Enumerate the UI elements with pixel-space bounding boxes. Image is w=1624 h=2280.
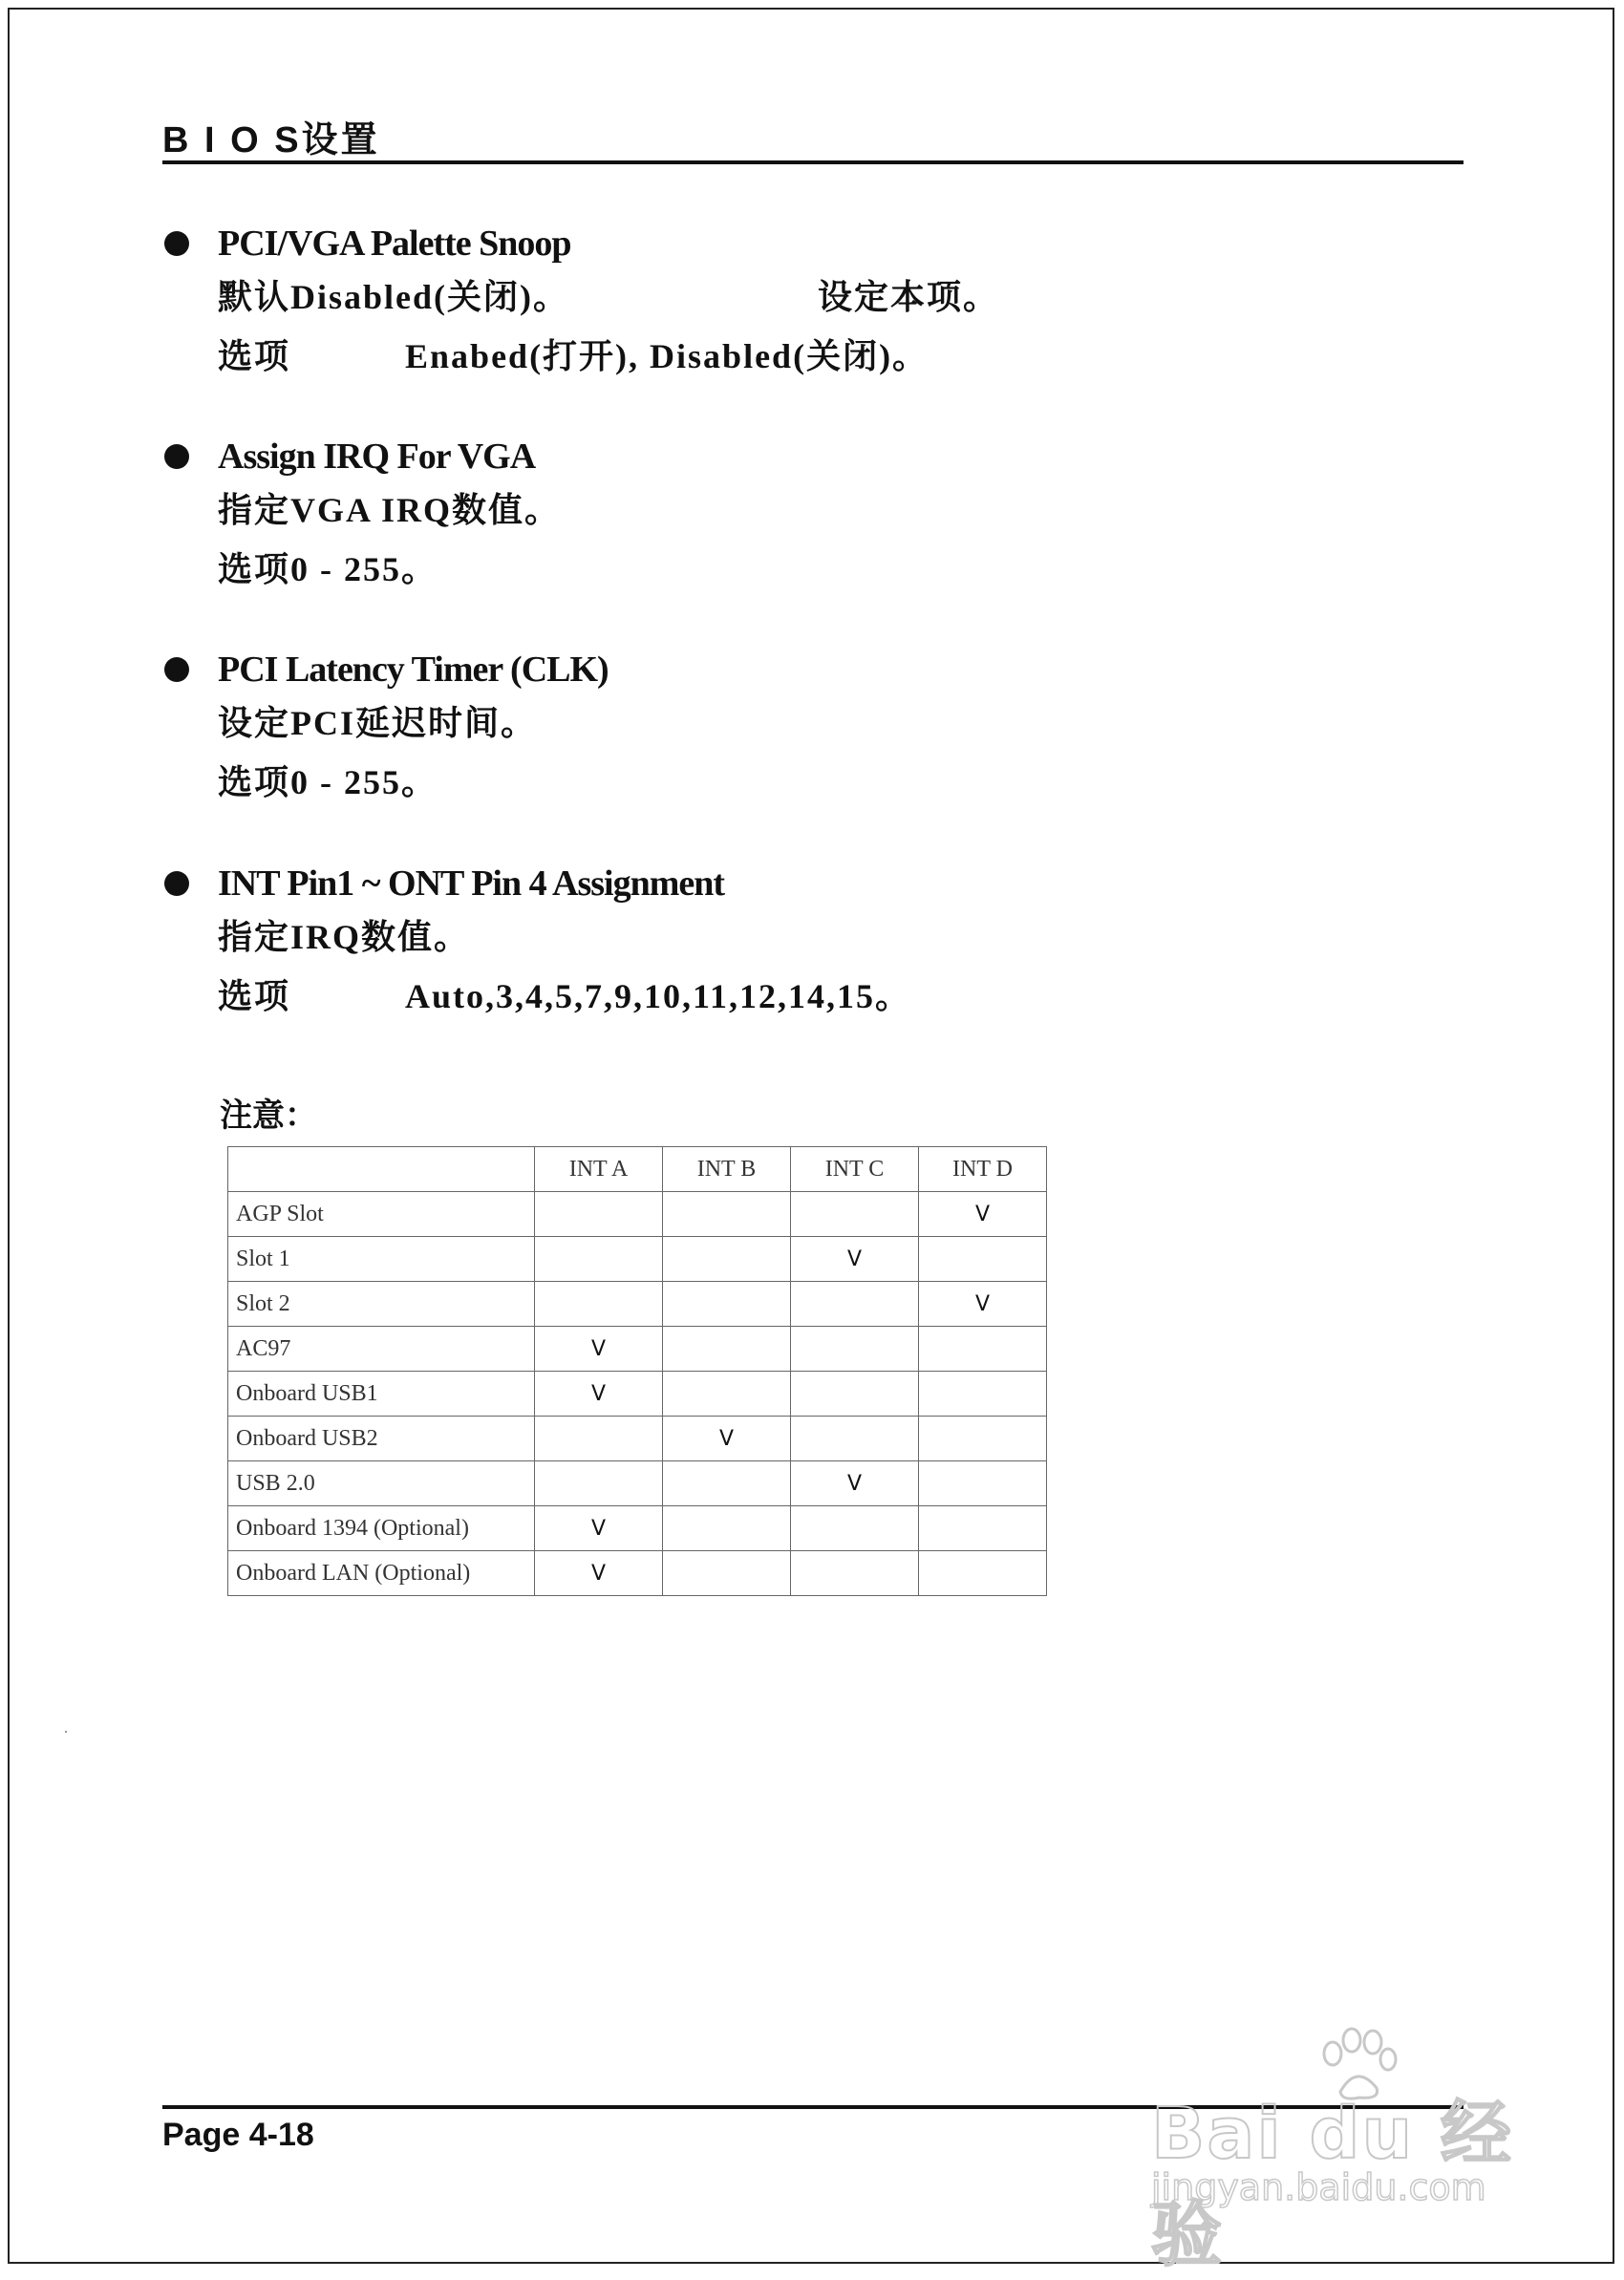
check-cell bbox=[535, 1192, 663, 1237]
check-cell bbox=[791, 1192, 919, 1237]
table-row bbox=[228, 1506, 1047, 1551]
note-label: 注意： bbox=[220, 1098, 317, 1134]
check-cell bbox=[791, 1327, 919, 1372]
watermark-url: jingyan.baidu.com bbox=[1151, 2166, 1486, 2208]
bullet-icon bbox=[164, 444, 189, 469]
bullet-icon bbox=[164, 657, 189, 682]
section-line: 设定PCI延迟时间。 bbox=[218, 704, 537, 742]
section-title: PCI Latency Timer (CLK) bbox=[162, 646, 609, 693]
section-int-pin-assignment bbox=[162, 860, 911, 1026]
table-header-cell: INT A bbox=[535, 1147, 663, 1192]
device-name-cell: Onboard 1394 (Optional) bbox=[228, 1506, 535, 1551]
check-cell: V bbox=[919, 1192, 1047, 1237]
check-cell: V bbox=[535, 1327, 663, 1372]
check-cell bbox=[919, 1327, 1047, 1372]
device-name-cell: Slot 2 bbox=[228, 1282, 535, 1327]
section-line: 指定IRQ数值。 bbox=[218, 918, 471, 956]
check-cell bbox=[535, 1417, 663, 1461]
table-row bbox=[228, 1282, 1047, 1327]
device-name-cell: Onboard USB2 bbox=[228, 1417, 535, 1461]
check-cell bbox=[791, 1506, 919, 1551]
check-cell bbox=[663, 1327, 791, 1372]
check-cell bbox=[663, 1237, 791, 1282]
table-header-cell: INT D bbox=[919, 1147, 1047, 1192]
check-cell bbox=[663, 1282, 791, 1327]
check-cell bbox=[535, 1237, 663, 1282]
device-name-cell: USB 2.0 bbox=[228, 1461, 535, 1506]
check-cell bbox=[535, 1282, 663, 1327]
device-name-cell: Onboard USB1 bbox=[228, 1372, 535, 1417]
page-number: Page 4-18 bbox=[162, 2117, 314, 2153]
section-line: 选项 Enabed(打开), Disabled(关闭)。 bbox=[218, 337, 930, 375]
check-cell: V bbox=[535, 1372, 663, 1417]
section-line: 指定VGA IRQ数值。 bbox=[218, 491, 562, 529]
watermark-logo-text: Bai du 经验 bbox=[1151, 2093, 1513, 2276]
check-cell: V bbox=[663, 1417, 791, 1461]
bullet-icon bbox=[164, 871, 189, 896]
table-row bbox=[228, 1417, 1047, 1461]
table-row bbox=[228, 1192, 1047, 1237]
check-cell: V bbox=[791, 1461, 919, 1506]
check-cell bbox=[663, 1551, 791, 1596]
device-name-cell: AGP Slot bbox=[228, 1192, 535, 1237]
table-header-cell: INT B bbox=[663, 1147, 791, 1192]
section-title: Assign IRQ For VGA bbox=[162, 433, 561, 480]
baidu-jingyan-watermark bbox=[1151, 2025, 1552, 2276]
table-row bbox=[228, 1237, 1047, 1282]
check-cell bbox=[919, 1372, 1047, 1417]
check-cell bbox=[791, 1417, 919, 1461]
table-row bbox=[228, 1327, 1047, 1372]
table-header-cell: INT C bbox=[791, 1147, 919, 1192]
check-cell bbox=[919, 1506, 1047, 1551]
device-name-cell: Onboard LAN (Optional) bbox=[228, 1551, 535, 1596]
check-cell bbox=[919, 1417, 1047, 1461]
bullet-icon bbox=[164, 231, 189, 256]
section-assign-irq-for-vga bbox=[162, 433, 561, 599]
irq-assignment-table bbox=[227, 1146, 1047, 1596]
device-name-cell: AC97 bbox=[228, 1327, 535, 1372]
check-cell bbox=[919, 1551, 1047, 1596]
section-line: 选项0 - 255。 bbox=[218, 550, 438, 588]
check-cell: V bbox=[791, 1237, 919, 1282]
check-cell bbox=[663, 1372, 791, 1417]
section-line: 默认Disabled(关闭)。 设定本项。 bbox=[218, 278, 1000, 316]
check-cell: V bbox=[535, 1551, 663, 1596]
check-cell bbox=[791, 1282, 919, 1327]
check-cell bbox=[791, 1551, 919, 1596]
section-title: INT Pin1 ~ ONT Pin 4 Assignment bbox=[162, 860, 911, 907]
table-row bbox=[228, 1551, 1047, 1596]
check-cell bbox=[919, 1461, 1047, 1506]
table-header-row bbox=[228, 1147, 1047, 1192]
device-name-cell: Slot 1 bbox=[228, 1237, 535, 1282]
check-cell bbox=[919, 1237, 1047, 1282]
check-cell bbox=[663, 1506, 791, 1551]
section-line: 选项 Auto,3,4,5,7,9,10,11,12,14,15。 bbox=[218, 977, 912, 1015]
header-divider bbox=[162, 160, 1464, 164]
page-header-title: B I O S设置 bbox=[162, 120, 380, 160]
table-row bbox=[228, 1372, 1047, 1417]
section-title: PCI/VGA Palette Snoop bbox=[162, 220, 999, 267]
section-pci-latency-timer bbox=[162, 646, 609, 812]
check-cell: V bbox=[919, 1282, 1047, 1327]
stray-dot bbox=[65, 1731, 67, 1733]
table-header-cell bbox=[228, 1147, 535, 1192]
table-row bbox=[228, 1461, 1047, 1506]
check-cell bbox=[535, 1461, 663, 1506]
section-line: 选项0 - 255。 bbox=[218, 763, 438, 801]
check-cell: V bbox=[535, 1506, 663, 1551]
section-pci-vga-palette-snoop bbox=[162, 220, 999, 386]
check-cell bbox=[663, 1192, 791, 1237]
check-cell bbox=[663, 1461, 791, 1506]
check-cell bbox=[791, 1372, 919, 1417]
